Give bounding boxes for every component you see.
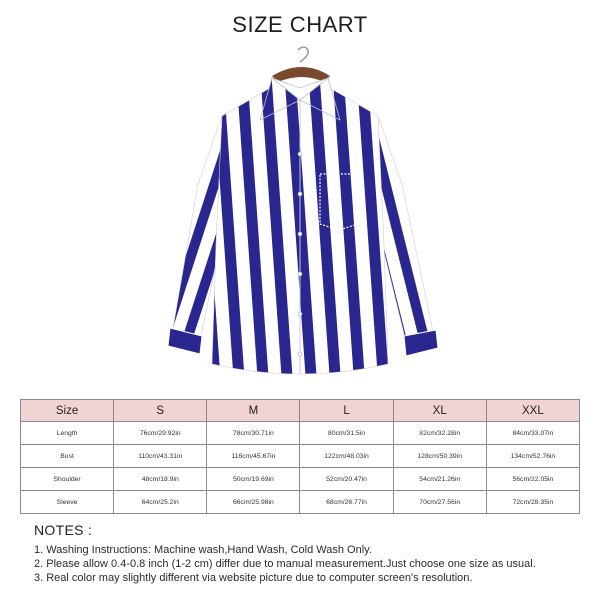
- table-row: [21, 468, 580, 491]
- table-cell: 116cm/45.67in: [207, 445, 300, 468]
- table-cell: 128cm/50.39in: [393, 445, 486, 468]
- table-cell: 70cm/27.56in: [393, 491, 486, 514]
- table-row: [21, 491, 580, 514]
- table-header-row: [21, 400, 580, 422]
- note-item: 2. Please allow 0.4-0.8 inch (1-2 cm) differ due to manual measurement.Just choose one size as usual.: [34, 558, 536, 570]
- row-label: Length: [21, 422, 114, 445]
- table-cell: 50cm/19.69in: [207, 468, 300, 491]
- notes-list: [34, 543, 584, 585]
- table-cell: 76cm/29.92in: [114, 422, 207, 445]
- notes-title: NOTES :: [34, 522, 93, 538]
- table-header-cell: Size: [21, 400, 114, 422]
- table-cell: 68cm/26.77in: [300, 491, 393, 514]
- size-chart-table: [20, 399, 580, 514]
- table-row: [21, 445, 580, 468]
- striped-shirt-image: [160, 44, 440, 384]
- table-cell: 64cm/25.2in: [114, 491, 207, 514]
- table-header-cell: XL: [393, 400, 486, 422]
- table-cell: 72cm/28.35in: [486, 491, 579, 514]
- note-item: 3. Real color may slightly different via website picture due to computer screen's resolution.: [34, 572, 473, 584]
- table-cell: 78cm/30.71in: [207, 422, 300, 445]
- table-cell: 110cm/43.31in: [114, 445, 207, 468]
- table-cell: 134cm/52.76in: [486, 445, 579, 468]
- table-cell: 52cm/20.47in: [300, 468, 393, 491]
- note-item: 1. Washing Instructions: Machine wash,Hand Wash, Cold Wash Only.: [34, 544, 372, 556]
- table-header-cell: XXL: [486, 400, 579, 422]
- notes-section: [34, 522, 584, 585]
- table-cell: 80cm/31.5in: [300, 422, 393, 445]
- table-cell: 66cm/25.98in: [207, 491, 300, 514]
- row-label: Bust: [21, 445, 114, 468]
- table-row: [21, 422, 580, 445]
- table-cell: 56cm/22.05in: [486, 468, 579, 491]
- table-cell: 84cm/33.07in: [486, 422, 579, 445]
- row-label: Sleeve: [21, 491, 114, 514]
- page-title: SIZE CHART: [232, 12, 368, 37]
- table-cell: 48cm/18.9in: [114, 468, 207, 491]
- table-header-cell: M: [207, 400, 300, 422]
- table-cell: 54cm/21.26in: [393, 468, 486, 491]
- row-label: Shoulder: [21, 468, 114, 491]
- table-cell: 82cm/32.28in: [393, 422, 486, 445]
- table-header-cell: L: [300, 400, 393, 422]
- table-header-cell: S: [114, 400, 207, 422]
- table-cell: 122cm/48.03in: [300, 445, 393, 468]
